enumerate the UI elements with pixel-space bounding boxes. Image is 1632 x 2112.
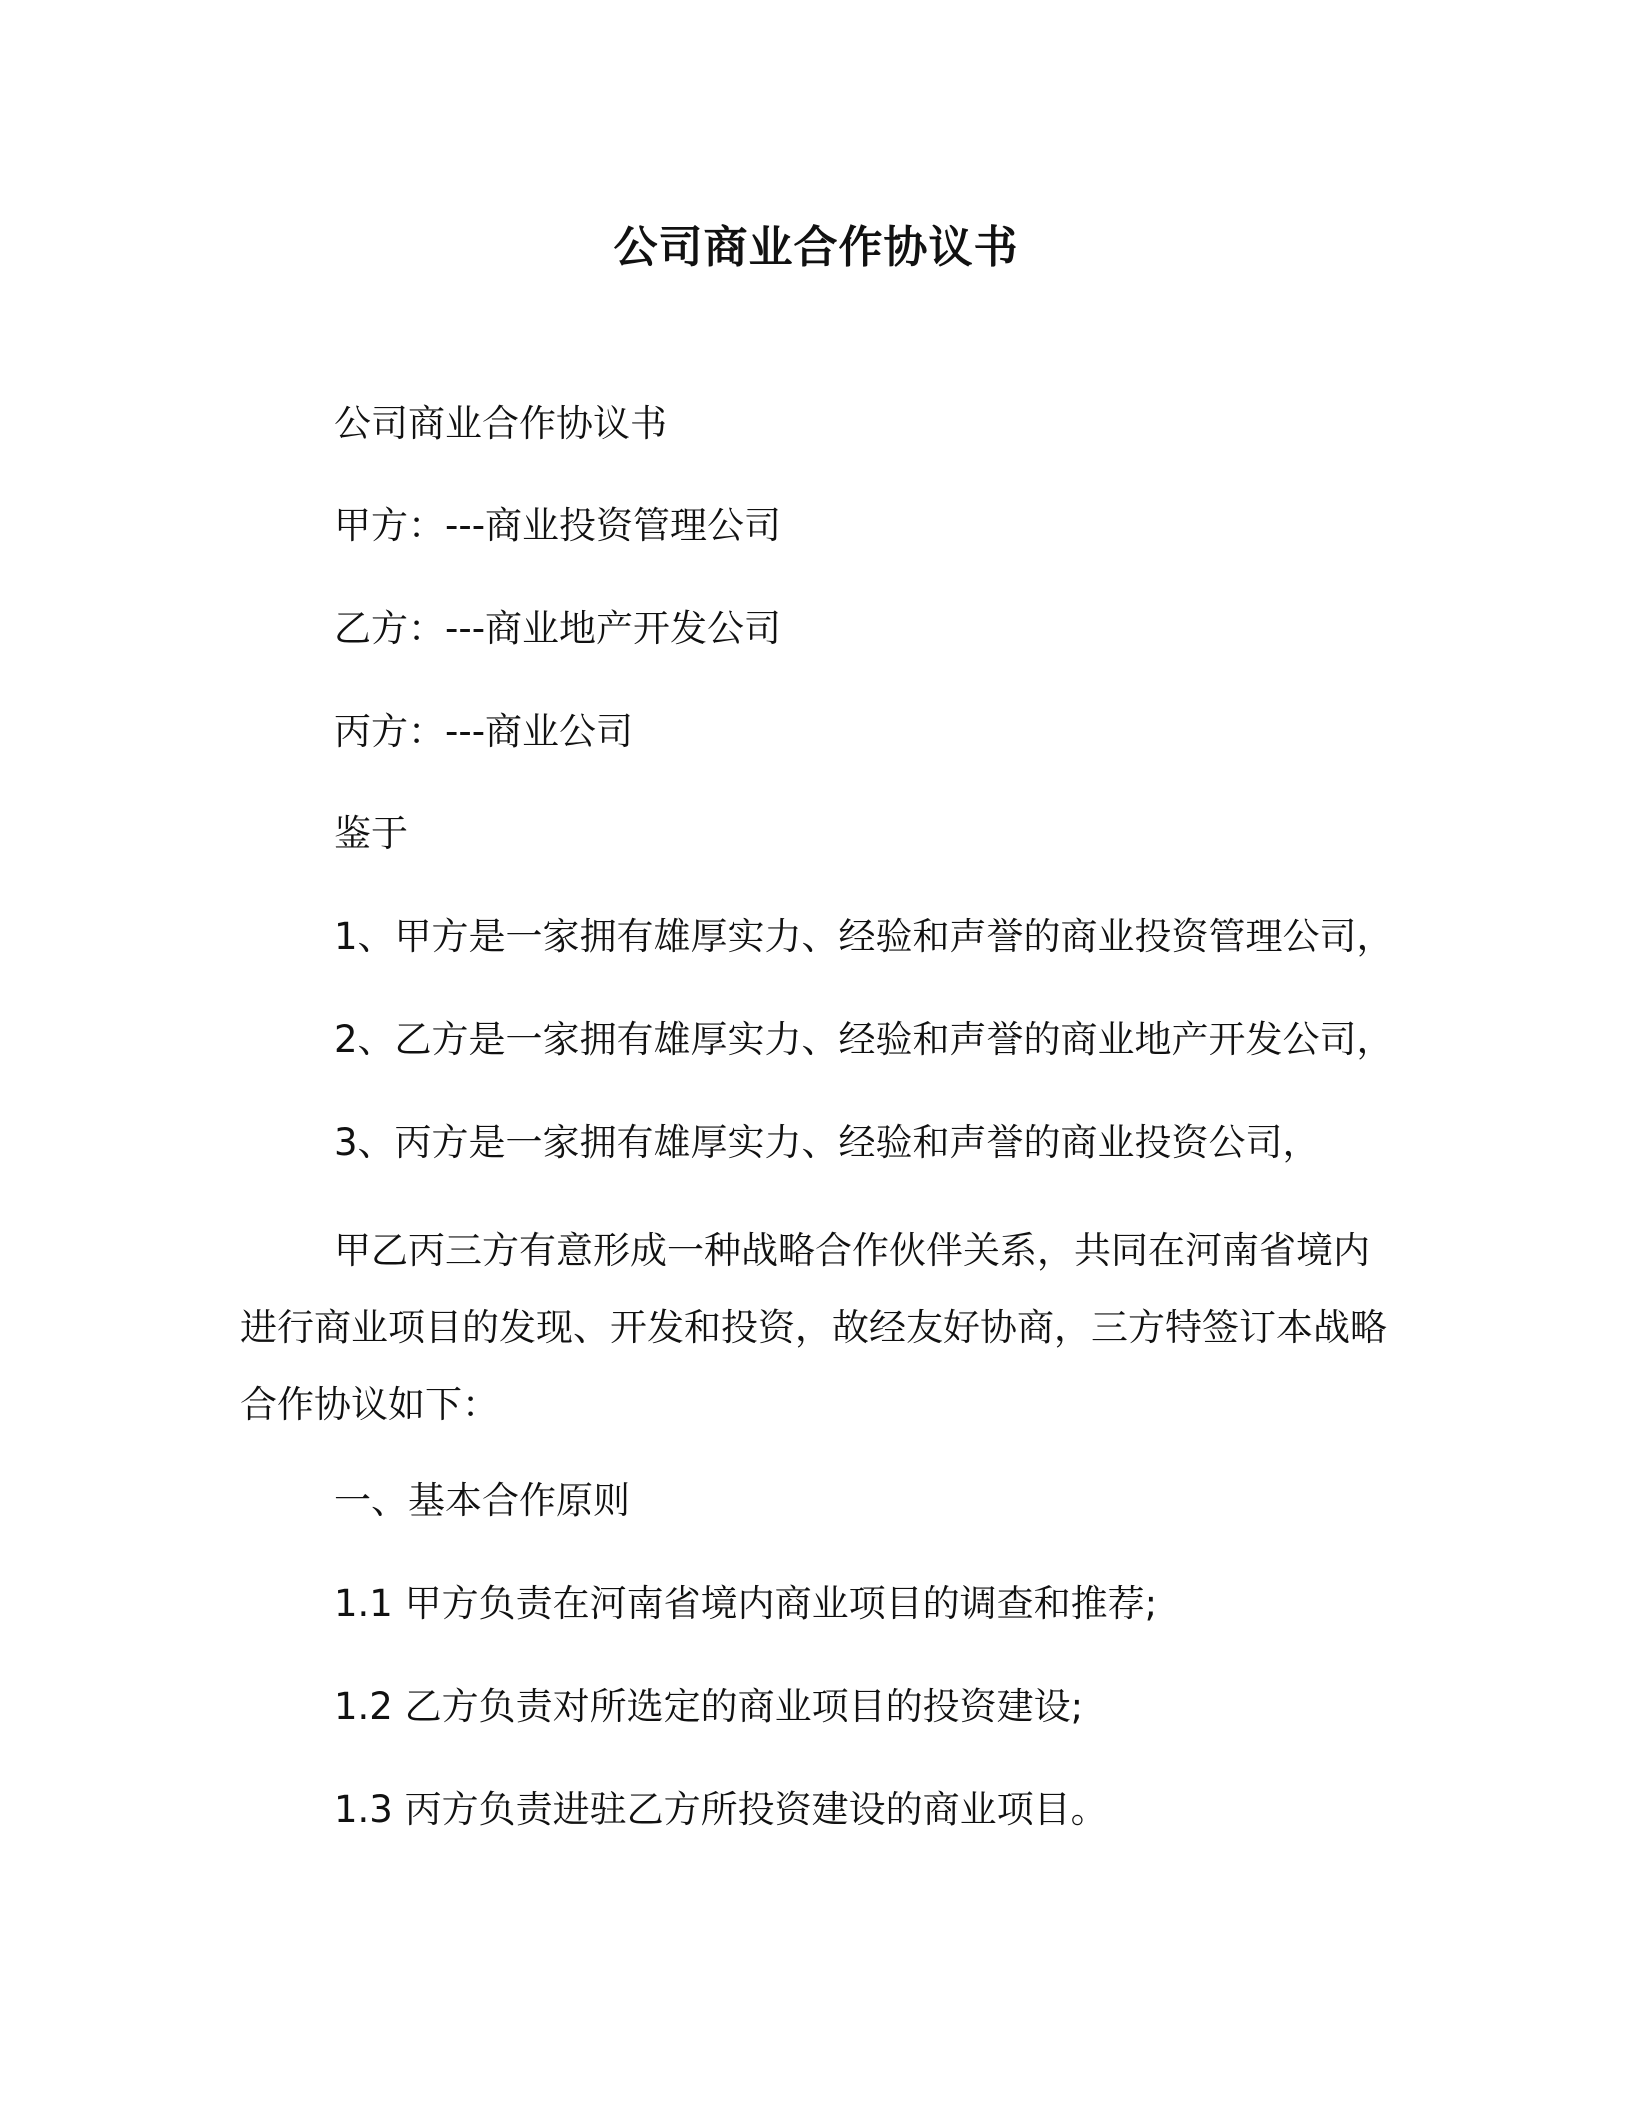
recital-1: 1、甲方是一家拥有雄厚实力、经验和声誉的商业投资管理公司，	[334, 915, 1394, 958]
document-subtitle: 公司商业合作协议书	[334, 402, 667, 445]
section-1-item-1: 1.1 甲方负责在河南省境内商业项目的调查和推荐;	[334, 1582, 1158, 1625]
party-a-line: 甲方：---商业投资管理公司	[334, 504, 782, 547]
purpose-paragraph: 甲乙丙三方有意形成一种战略合作伙伴关系，共同在河南省境内进行商业项目的发现、开发和投资，故经友好协商，三方特签订本战略合作协议如下：	[240, 1229, 1387, 1426]
section-1-item-3: 1.3 丙方负责进驻乙方所投资建设的商业项目。	[334, 1788, 1108, 1831]
section-1-item-2: 1.2 乙方负责对所选定的商业项目的投资建设;	[334, 1685, 1084, 1728]
party-c-line: 丙方：---商业公司	[334, 710, 634, 753]
recital-3: 3、丙方是一家拥有雄厚实力、经验和声誉的商业投资公司，	[334, 1121, 1320, 1164]
document-title: 公司商业合作协议书	[613, 222, 1019, 273]
party-b-line: 乙方：---商业地产开发公司	[334, 607, 782, 650]
whereas-label: 鉴于	[334, 812, 408, 855]
recital-2: 2、乙方是一家拥有雄厚实力、经验和声誉的商业地产开发公司，	[334, 1018, 1394, 1061]
section-1-heading: 一、基本合作原则	[334, 1479, 630, 1522]
